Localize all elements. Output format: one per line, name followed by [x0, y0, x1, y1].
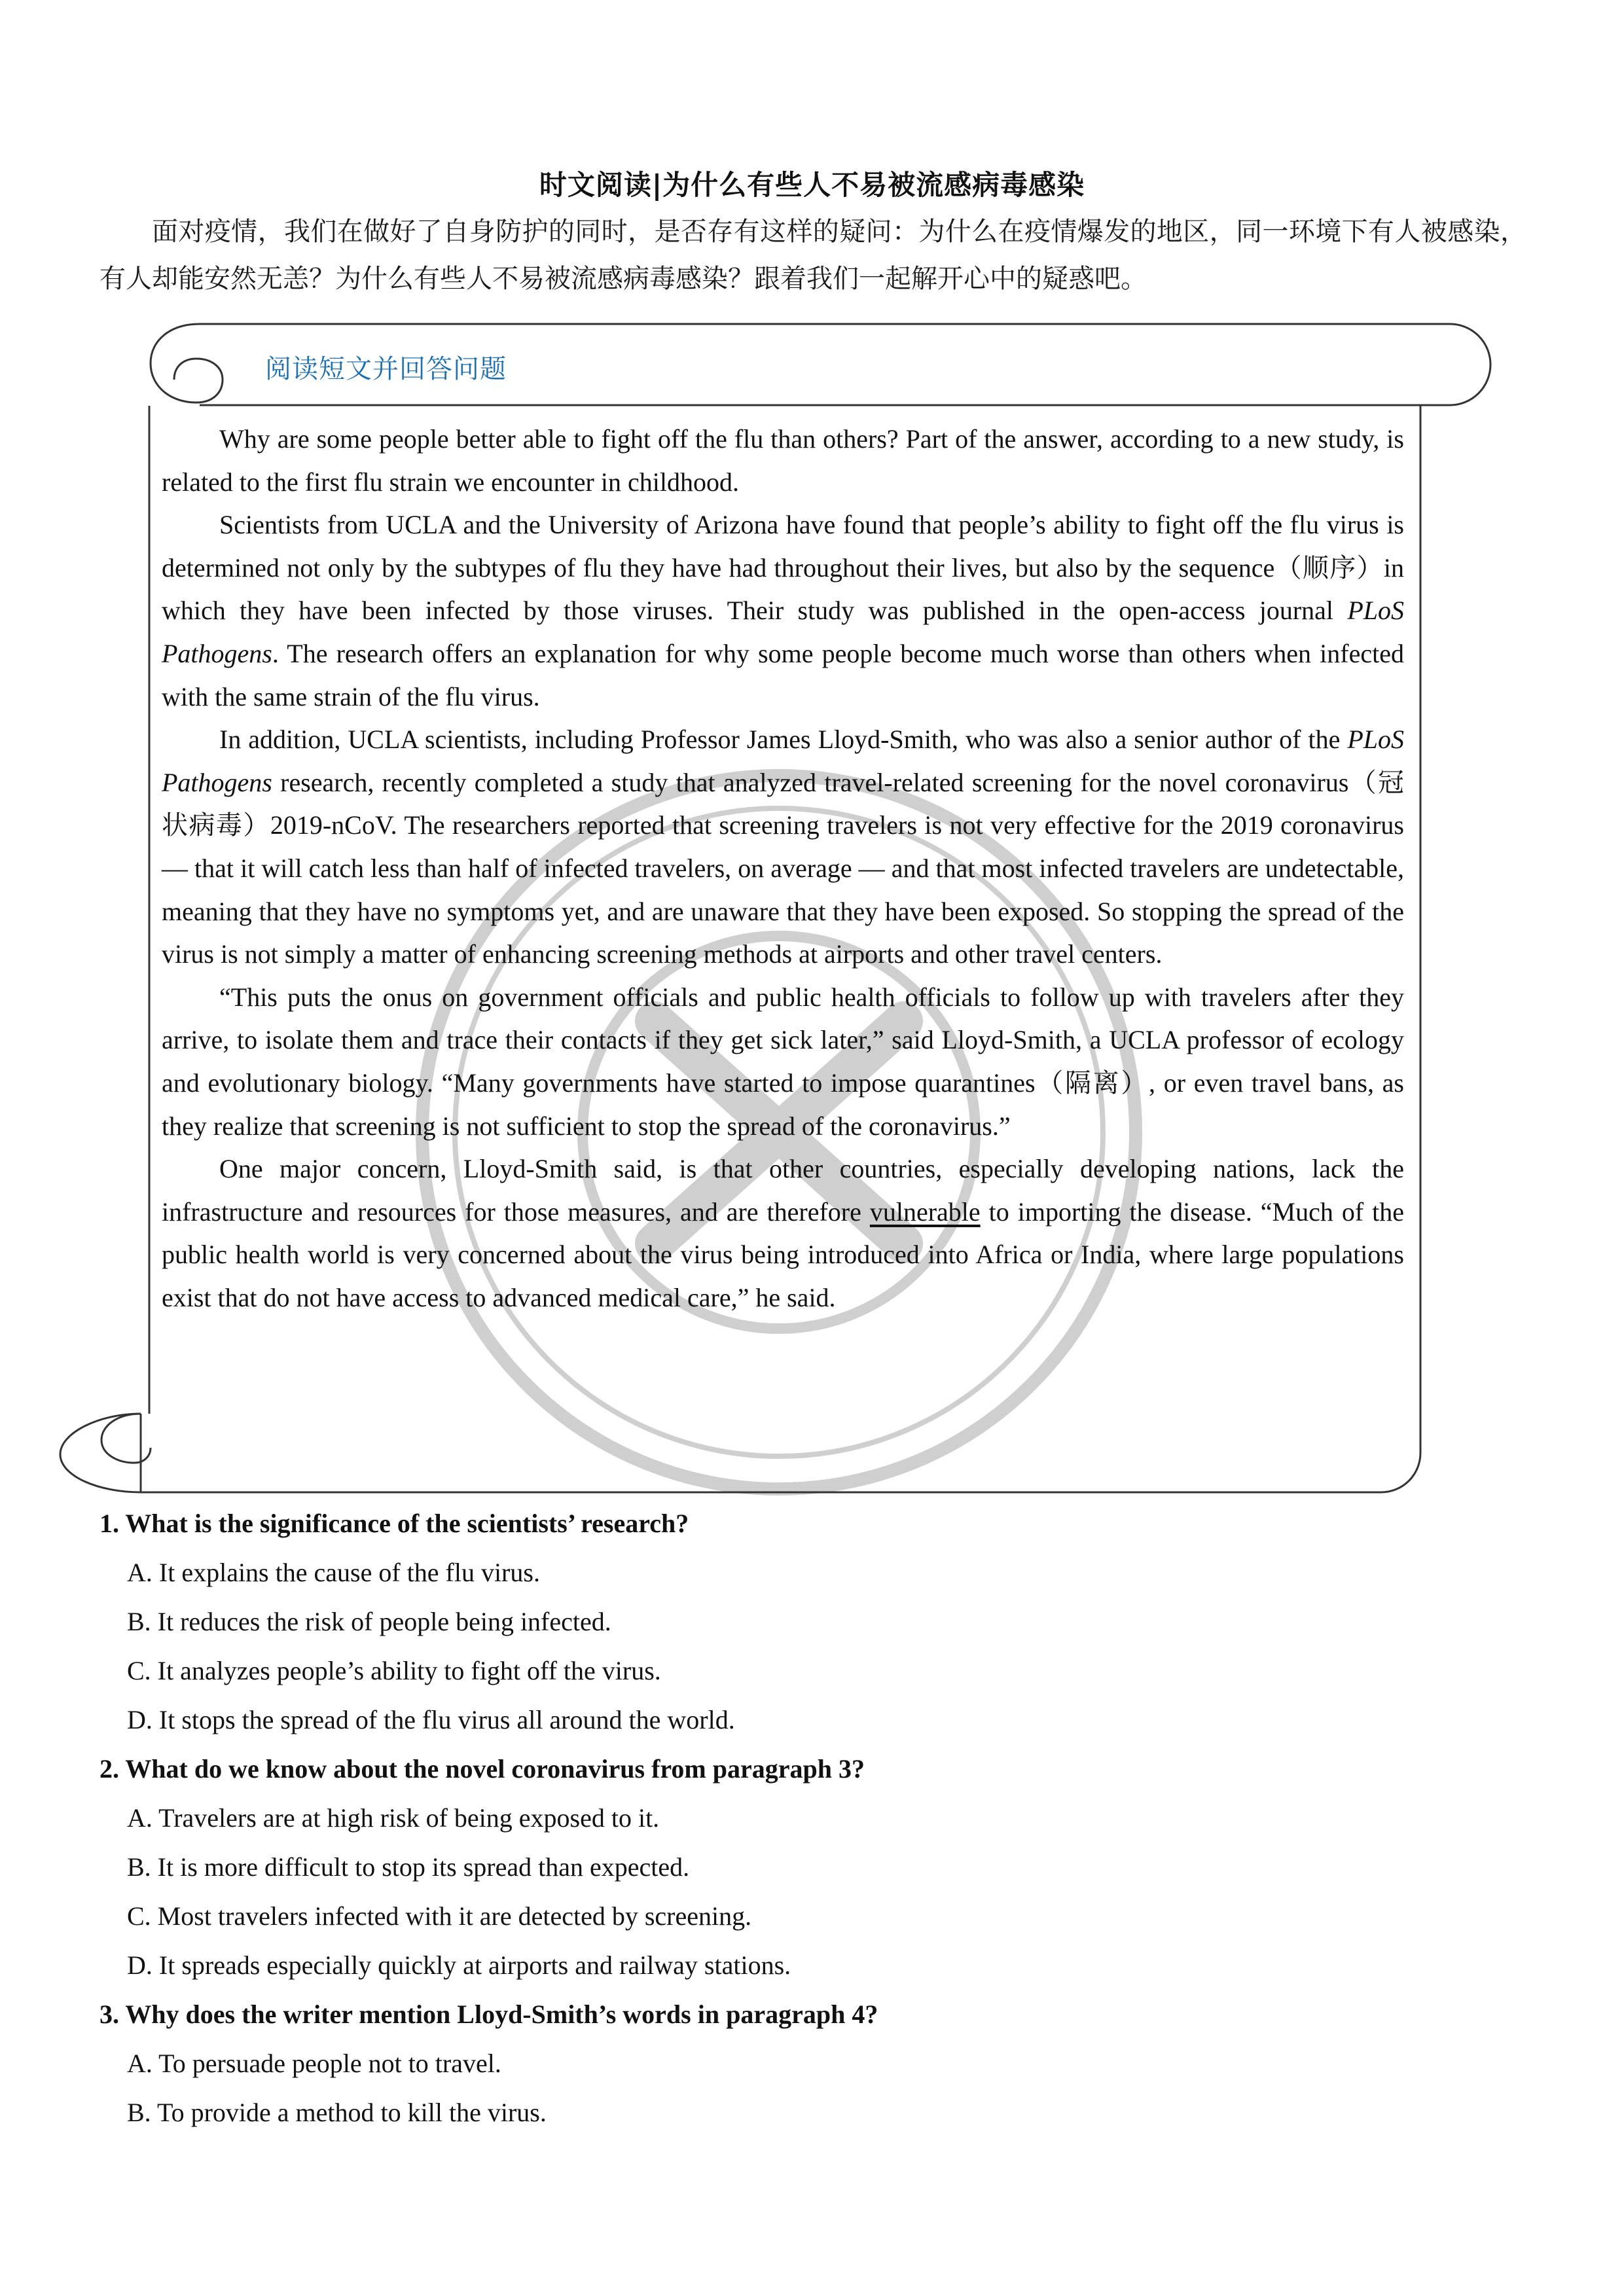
- underlined-word: vulnerable: [869, 1196, 981, 1227]
- paragraph-2: [162, 503, 1404, 718]
- page-title: 时文阅读|为什么有些人不易被流感病毒感染: [539, 169, 1085, 201]
- paragraph-5-text-a: One major concern, Lloyd-Smith said, is that other countries, especially developing nations, lack the infrastructure and resources for those measures, and are therefore: [162, 1154, 1404, 1227]
- question-stem: 1. What is the significance of the scientists’ research?: [99, 1509, 689, 1538]
- question-1: [99, 1499, 1526, 1744]
- paragraph-4: [162, 976, 1404, 1147]
- journal-name: PLoS Pathogens: [162, 725, 1404, 797]
- answer-option: B. To provide a method to kill the virus.: [127, 2098, 547, 2127]
- answer-option: C. It analyzes people’s ability to fight off the virus.: [127, 1656, 661, 1685]
- answer-option: B. It reduces the risk of people being infected.: [127, 1607, 611, 1636]
- answer-option: B. It is more difficult to stop its spread than expected.: [127, 1852, 690, 1882]
- paragraph-5: [162, 1147, 1404, 1319]
- answer-option: A. To persuade people not to travel.: [127, 2049, 501, 2078]
- scroll-heading: 阅读短文并回答问题: [265, 354, 507, 384]
- question-list: [99, 1499, 1526, 2137]
- answer-option: A. Travelers are at high risk of being exposed to it.: [127, 1803, 660, 1833]
- paragraph-4-text: “This puts the onus on government officials and public health officials to follow up with travelers after they arrive, to isolate them and trace their contacts if they get sick later,” said Lloyd-Smith, a UCLA professor of ecology and evolutionary biology. “Many governments have started to impose quarantines（隔离）, or even travel bans, as they realize that screening is not sufficient to stop the spread of the coronavirus.”: [162, 982, 1404, 1141]
- journal-name: PLoS Pathogens: [162, 596, 1404, 668]
- paragraph-2-text-b: . The research offers an explanation for why some people become much worse than others when infected with the same strain of the flu virus.: [162, 638, 1404, 711]
- paragraph-1: [162, 418, 1404, 503]
- question-2: [99, 1744, 1526, 1990]
- paragraph-3-text-a: In addition, UCLA scientists, including Professor James Lloyd-Smith, who was also a senior author of the: [219, 725, 1348, 755]
- intro-paragraph: 面对疫情，我们在做好了自身防护的同时，是否存有这样的疑问：为什么在疫情爆发的地区，同一环境下有人被感染，有人却能安然无恙？为什么有些人不易被流感病毒感染？跟着我们一起解开心中的疑惑吧。: [99, 217, 1526, 294]
- answer-option: D. It spreads especially quickly at airports and railway stations.: [127, 1950, 791, 1980]
- paragraph-1-text: Why are some people better able to fight off the flu than others? Part of the answer, according to a new study, is related to the first flu strain we encounter in childhood.: [162, 424, 1404, 497]
- question-stem: 3. Why does the writer mention Lloyd-Smith’s words in paragraph 4?: [99, 2000, 878, 2029]
- answer-option: C. Most travelers infected with it are detected by screening.: [127, 1901, 752, 1931]
- answer-option: D. It stops the spread of the flu virus all around the world.: [127, 1705, 735, 1734]
- paragraph-5-text-b: to importing the disease. “Much of the public health world is very concerned about the virus being introduced into Africa or India, where large populations exist that do not have access to advanced medical care,” he said.: [162, 1196, 1405, 1312]
- paragraph-3-text-b: research, recently completed a study that analyzed travel-related screening for the novel coronavirus（冠状病毒）2019-nCoV. The researchers reported that screening travelers is not very effective for the 2019 coronavirus — that it will catch less than half of infected travelers, on average — and that most infected travelers are undetectable, meaning that they have no symptoms yet, and are unaware that they have been exposed. So stopping the spread of the virus is not simply a matter of enhancing screening methods at airports and other travel centers.: [162, 767, 1404, 969]
- paragraph-2-text-a: Scientists from UCLA and the University of Arizona have found that people’s ability to fight off the flu virus is determined not only by the subtypes of flu they have had throughout their lives, but also by the sequence（顺序）in which they have been infected by those viruses. Their study was published in the open-access journal: [162, 510, 1404, 626]
- question-stem: 2. What do we know about the novel coronavirus from paragraph 3?: [99, 1754, 865, 1784]
- question-3: [99, 1990, 1526, 2137]
- answer-option: A. It explains the cause of the flu virus.: [127, 1558, 540, 1587]
- reading-passage: [162, 418, 1404, 1319]
- paragraph-3: [162, 718, 1404, 976]
